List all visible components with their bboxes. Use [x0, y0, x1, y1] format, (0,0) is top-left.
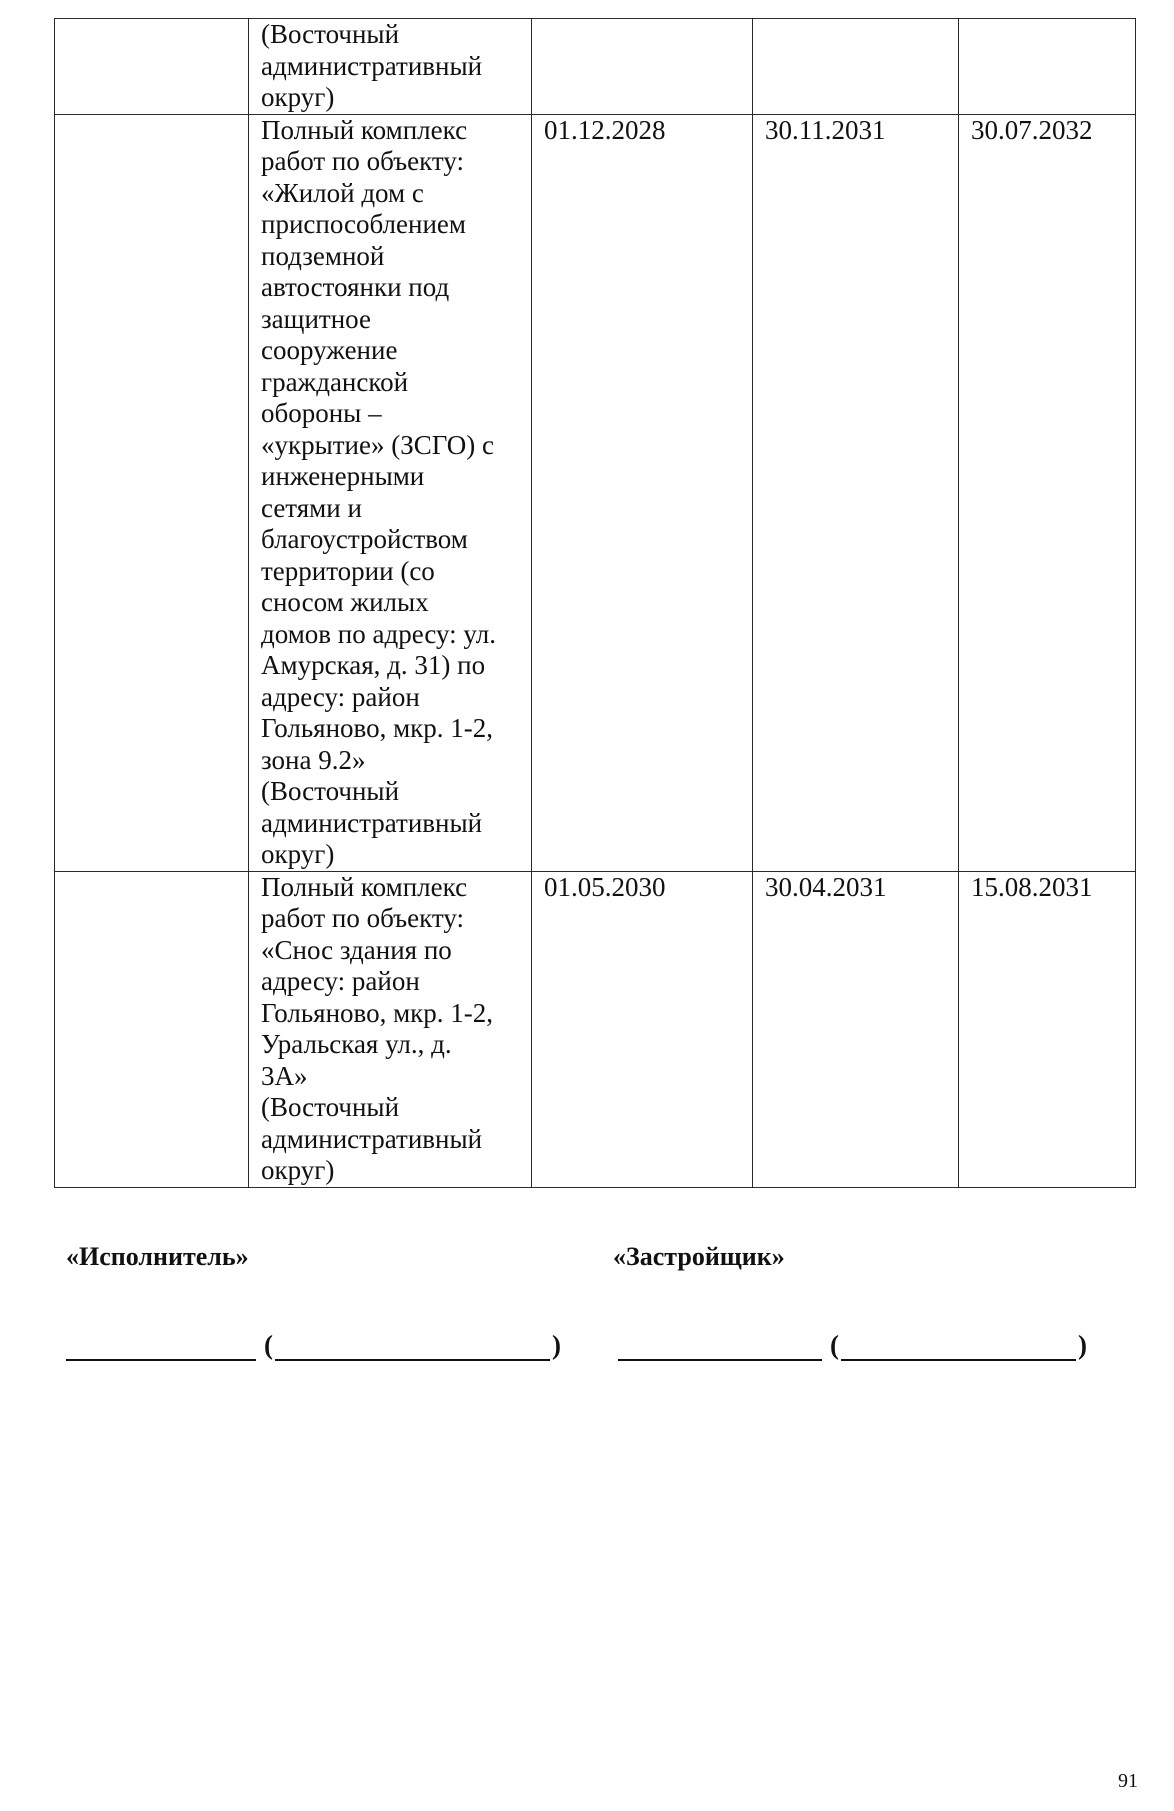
schedule-table: [54, 18, 1136, 1188]
close-paren: ): [1078, 1330, 1087, 1360]
table-cell-description: Полный комплекс работ по объекту: «Снос здания по адресу: район Гольяново, мкр. 1-2, Уральская ул., д. 3А» (Восточный административный округ): [249, 871, 532, 1187]
executor-label: «Исполнитель»: [66, 1242, 249, 1271]
table-cell-description: Полный комплекс работ по объекту: «Жилой дом с приспособлением подземной автостоянки под защитное сооружение гражданской обороны – «укрытие» (ЗСГО) с инженерными сетями и благоустройством территории (со сносом жилых домов по адресу: ул. Амурская, д. 31) по адресу: район Гольяново, мкр. 1-2, зона 9.2» (Восточный административный округ): [249, 114, 532, 871]
developer-signature-line: [618, 1329, 1089, 1361]
open-paren: (: [830, 1330, 839, 1360]
signature-blank: [618, 1331, 822, 1361]
table-cell-index: [55, 19, 249, 115]
developer-label: «Застройщик»: [613, 1242, 785, 1271]
table-row: [55, 19, 1136, 115]
page-number: 91: [1118, 1770, 1138, 1792]
table-cell-deadline-date: 15.08.2031: [959, 871, 1136, 1187]
table-cell-index: [55, 871, 249, 1187]
open-paren: (: [264, 1330, 273, 1360]
table-row: [55, 871, 1136, 1187]
table-cell-end-date: [753, 19, 959, 115]
table-cell-end-date: 30.04.2031: [753, 871, 959, 1187]
table-cell-start-date: [532, 19, 753, 115]
table-cell-deadline-date: [959, 19, 1136, 115]
table-cell-description: (Восточный административный округ): [249, 19, 532, 115]
table-cell-index: [55, 114, 249, 871]
table-cell-start-date: 01.12.2028: [532, 114, 753, 871]
table-cell-deadline-date: 30.07.2032: [959, 114, 1136, 871]
table-cell-end-date: 30.11.2031: [753, 114, 959, 871]
name-blank: [275, 1331, 550, 1361]
close-paren: ): [552, 1330, 561, 1360]
table-row: [55, 114, 1136, 871]
name-blank: [841, 1331, 1076, 1361]
signature-blank: [66, 1331, 256, 1361]
table-cell-start-date: 01.05.2030: [532, 871, 753, 1187]
executor-signature-line: [66, 1329, 563, 1361]
